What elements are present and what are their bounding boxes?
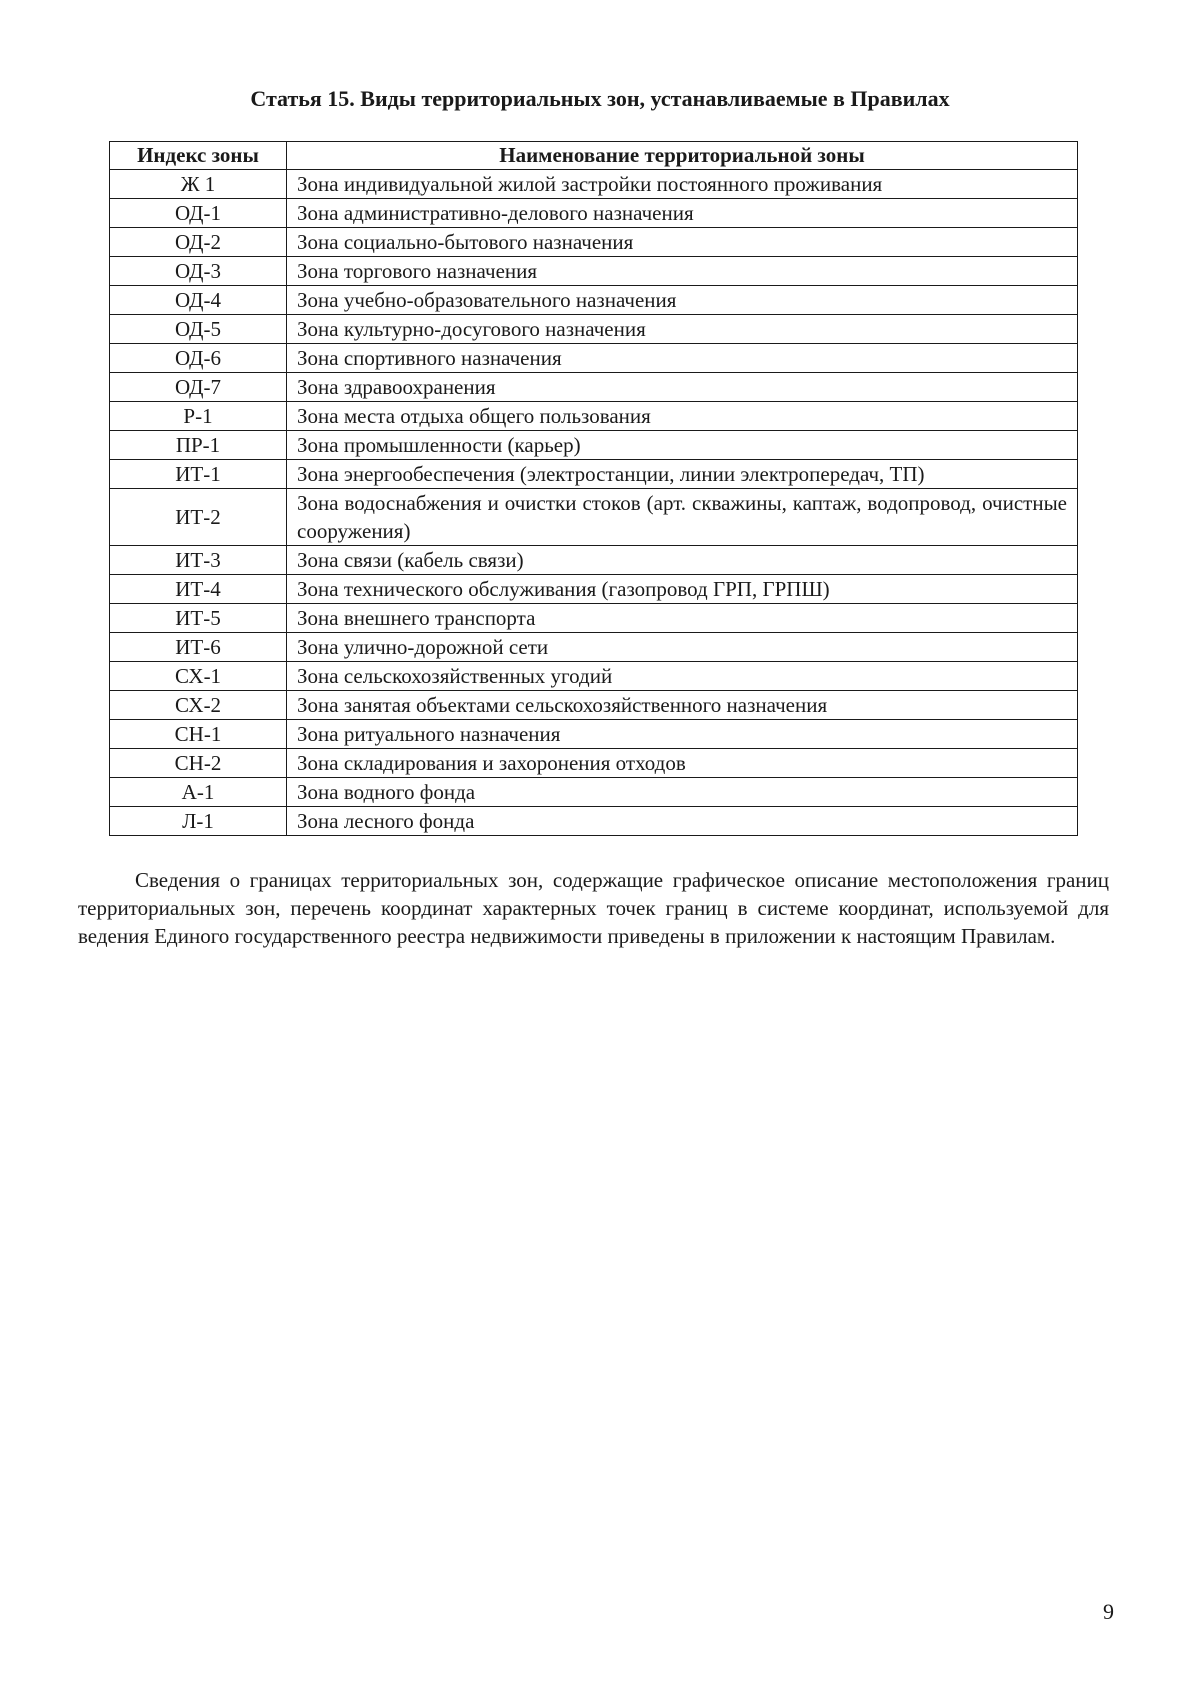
table-row [110,546,1078,575]
zone-name-cell: Зона занятая объектами сельскохозяйственного назначения [287,691,1078,720]
zone-index-cell: ОД-7 [110,373,287,402]
table-row [110,575,1078,604]
table-row [110,431,1078,460]
table-row [110,691,1078,720]
zone-name-cell: Зона здравоохранения [287,373,1078,402]
zone-index-cell: СХ-1 [110,662,287,691]
table-row [110,257,1078,286]
page-number: 9 [1103,1599,1114,1624]
table-row [110,633,1078,662]
zone-index-cell: ОД-6 [110,344,287,373]
table-row [110,199,1078,228]
table-row [110,315,1078,344]
table-header-row [110,142,1078,170]
table-row [110,344,1078,373]
zone-index-cell: ИТ-2 [110,489,287,546]
zone-index-cell: СН-2 [110,749,287,778]
zone-name-cell: Зона ритуального назначения [287,720,1078,749]
article-heading: Статья 15. Виды территориальных зон, устанавливаемые в Правилах [250,86,950,111]
zone-name-cell: Зона места отдыха общего пользования [287,402,1078,431]
zone-name-cell: Зона складирования и захоронения отходов [287,749,1078,778]
zone-index-cell: А-1 [110,778,287,807]
table-row [110,662,1078,691]
zone-name-cell: Зона внешнего транспорта [287,604,1078,633]
zone-table [109,141,1078,836]
table-row [110,286,1078,315]
zone-index-cell: ИТ-6 [110,633,287,662]
table-row [110,749,1078,778]
zone-index-cell: Л-1 [110,807,287,836]
zone-index-cell: ИТ-5 [110,604,287,633]
zone-name-cell: Зона лесного фонда [287,807,1078,836]
zone-name-cell: Зона улично-дорожной сети [287,633,1078,662]
header-zone-name: Наименование территориальной зоны [287,142,1078,170]
zone-name-cell: Зона сельскохозяйственных угодий [287,662,1078,691]
zone-index-cell: ОД-3 [110,257,287,286]
zone-name-cell: Зона торгового назначения [287,257,1078,286]
zone-name-cell: Зона спортивного назначения [287,344,1078,373]
table-row [110,604,1078,633]
table-row [110,402,1078,431]
zone-index-cell: СН-1 [110,720,287,749]
table-row [110,373,1078,402]
zone-name-cell: Зона связи (кабель связи) [287,546,1078,575]
zone-name-cell: Зона учебно-образовательного назначения [287,286,1078,315]
zone-index-cell: ОД-5 [110,315,287,344]
body-paragraph: Сведения о границах территориальных зон, содержащие графическое описание местоположения границ территориальных зон, перечень координат характерных точек границ в системе координат, используемой для ведения Единого государственного реестра недвижимости приведены в приложении к настоящим Правилам. [78,868,1109,948]
zone-name-cell: Зона энергообеспечения (электростанции, линии электропередач, ТП) [287,460,1078,489]
zone-index-cell: ИТ-1 [110,460,287,489]
zone-index-cell: Р-1 [110,402,287,431]
table-row [110,460,1078,489]
zone-name-cell: Зона промышленности (карьер) [287,431,1078,460]
zone-name-cell: Зона водного фонда [287,778,1078,807]
zone-name-cell: Зона административно-делового назначения [287,199,1078,228]
table-row [110,720,1078,749]
zone-index-cell: ПР-1 [110,431,287,460]
header-zone-index: Индекс зоны [110,142,287,170]
table-row [110,807,1078,836]
zone-index-cell: ИТ-3 [110,546,287,575]
zone-index-cell: ОД-1 [110,199,287,228]
zone-index-cell: ОД-2 [110,228,287,257]
zone-name-cell: Зона культурно-досугового назначения [287,315,1078,344]
table-row [110,489,1078,546]
zone-index-cell: Ж 1 [110,170,287,199]
zone-index-cell: ИТ-4 [110,575,287,604]
zone-index-cell: ОД-4 [110,286,287,315]
zone-index-cell: СХ-2 [110,691,287,720]
zone-name-cell: Зона социально-бытового назначения [287,228,1078,257]
table-row [110,170,1078,199]
zone-name-cell: Зона индивидуальной жилой застройки постоянного проживания [287,170,1078,199]
zone-name-cell: Зона технического обслуживания (газопровод ГРП, ГРПШ) [287,575,1078,604]
zone-name-cell: Зона водоснабжения и очистки стоков (арт. скважины, каптаж, водопровод, очистные сооружения) [287,489,1078,546]
table-row [110,778,1078,807]
table-row [110,228,1078,257]
